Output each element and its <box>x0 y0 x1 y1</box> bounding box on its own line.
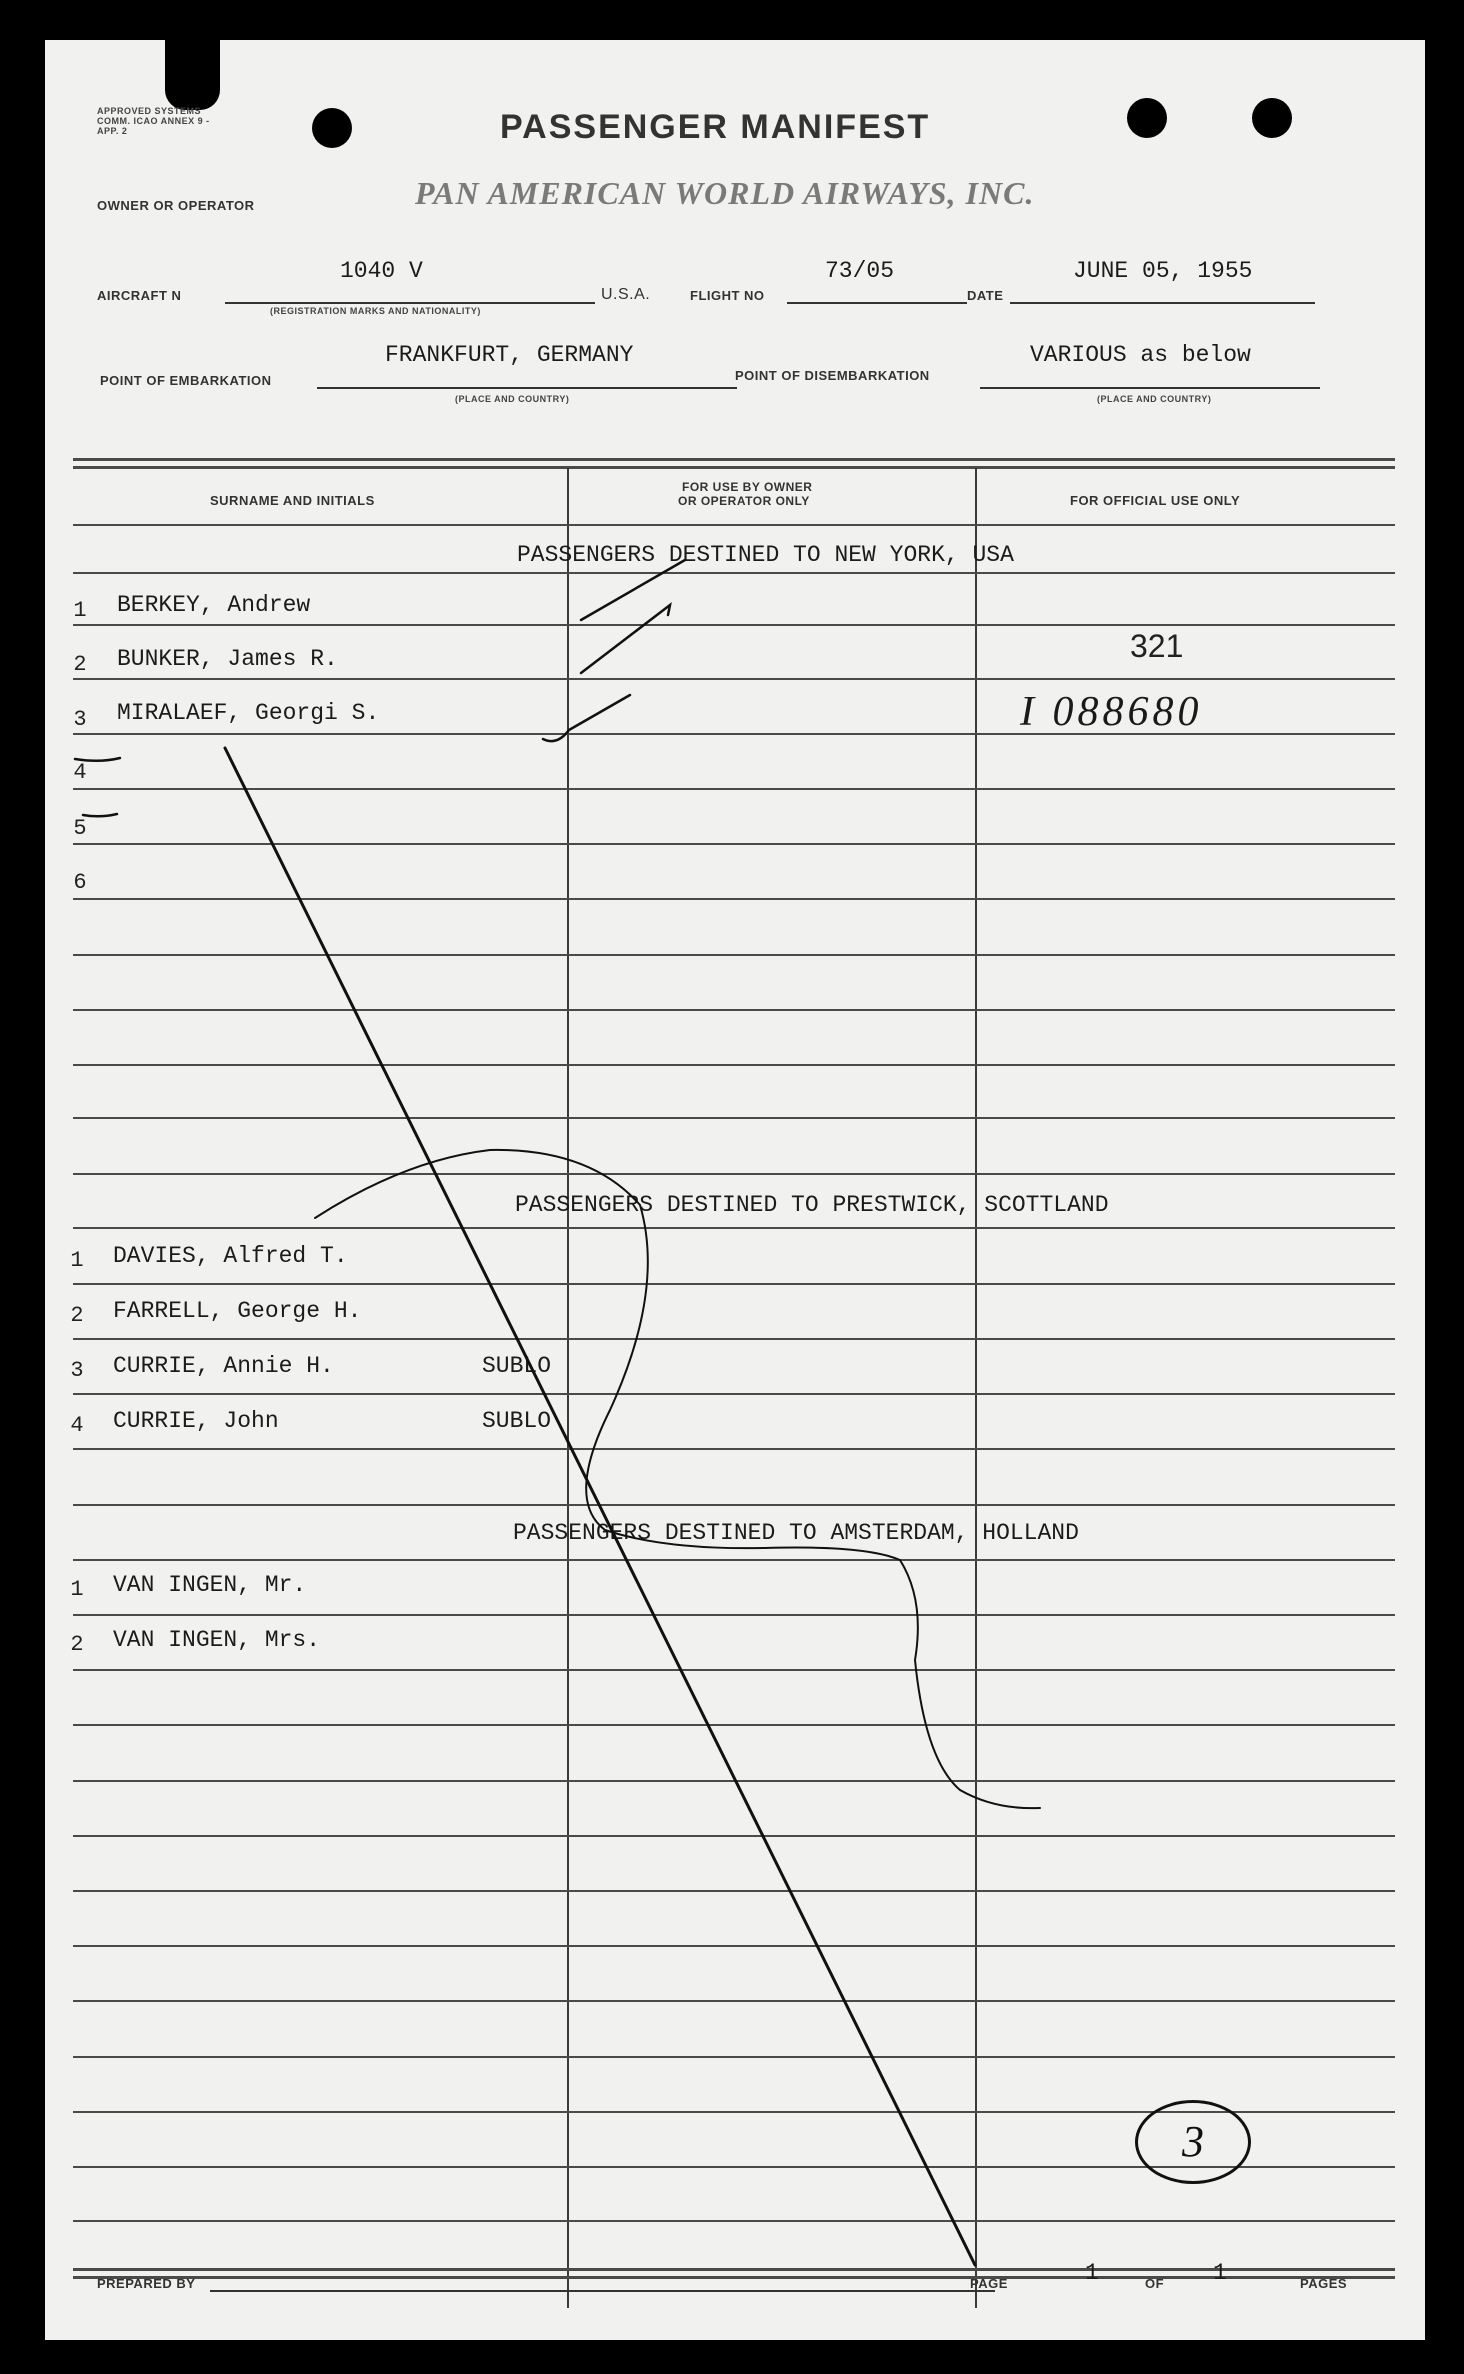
date-value: JUNE 05, 1955 <box>1073 258 1253 284</box>
embark-caption: (PLACE AND COUNTRY) <box>455 394 570 404</box>
passenger-name: DAVIES, Alfred T. <box>113 1243 348 1269</box>
passenger-name: VAN INGEN, Mrs. <box>113 1627 321 1653</box>
section-heading: PASSENGERS DESTINED TO AMSTERDAM, HOLLAND <box>513 1520 1079 1546</box>
date-label: DATE <box>967 288 1004 303</box>
passenger-name: CURRIE, John <box>113 1408 279 1434</box>
section-heading: PASSENGERS DESTINED TO NEW YORK, USA <box>517 542 1014 568</box>
handwritten-id: I 088680 <box>1020 689 1203 735</box>
row-number: 4 <box>73 760 87 785</box>
check-mark <box>543 695 630 741</box>
col-header-surname: SURNAME AND INITIALS <box>210 493 375 508</box>
disembark-label: POINT OF DISEMBARKATION <box>735 368 930 383</box>
approval-note: APPROVED SYSTEMS COMM. ICAO ANNEX 9 - APP. 2 <box>97 106 210 136</box>
handwriting-overlay <box>45 40 1425 2340</box>
row-number: 1 <box>70 1248 84 1273</box>
flight-value: 73/05 <box>825 258 895 284</box>
col-header-owner-use-1: FOR USE BY OWNER <box>682 480 813 494</box>
cancel-line <box>225 748 975 2265</box>
embark-label: POINT OF EMBARKATION <box>100 373 272 388</box>
row-number: 3 <box>73 707 87 732</box>
passenger-note: SUBLO <box>482 1408 552 1434</box>
squiggle-mark <box>315 1150 1040 1808</box>
row-number: 6 <box>73 870 87 895</box>
passenger-name: BERKEY, Andrew <box>117 592 311 618</box>
row-number: 2 <box>73 652 87 677</box>
circled-number: 3 <box>1135 2100 1251 2184</box>
row-number: 3 <box>70 1358 84 1383</box>
aircraft-value: 1040 V <box>340 258 423 284</box>
owner-label: OWNER OR OPERATOR <box>97 198 255 213</box>
registration-caption: (REGISTRATION MARKS AND NATIONALITY) <box>270 306 481 316</box>
page-label: PAGE <box>970 2276 1008 2291</box>
official-number: 321 <box>1130 628 1184 664</box>
passenger-name: BUNKER, James R. <box>117 646 338 672</box>
row-number: 4 <box>70 1413 84 1438</box>
disembark-value: VARIOUS as below <box>1030 342 1251 368</box>
section-heading: PASSENGERS DESTINED TO PRESTWICK, SCOTTLAND <box>515 1192 1109 1218</box>
owner-value: PAN AMERICAN WORLD AIRWAYS, INC. <box>415 175 1035 211</box>
pages-label: PAGES <box>1300 2276 1348 2291</box>
row-number: 2 <box>70 1303 84 1328</box>
disembark-caption: (PLACE AND COUNTRY) <box>1097 394 1212 404</box>
of-label: OF <box>1145 2276 1165 2291</box>
passenger-name: FARRELL, George H. <box>113 1298 362 1324</box>
page-value: 1 <box>1085 2260 1099 2286</box>
pen-mark <box>75 758 120 761</box>
manifest-sheet <box>45 40 1425 2340</box>
row-number: 2 <box>70 1632 84 1657</box>
col-header-official: FOR OFFICIAL USE ONLY <box>1070 493 1241 508</box>
col-header-owner-use-2: OR OPERATOR ONLY <box>678 494 810 508</box>
nationality: U.S.A. <box>601 286 651 303</box>
passenger-name: MIRALAEF, Georgi S. <box>117 700 380 726</box>
check-mark <box>581 605 670 673</box>
passenger-name: CURRIE, Annie H. <box>113 1353 334 1379</box>
passenger-note: SUBLO <box>482 1353 552 1379</box>
row-number: 5 <box>73 816 87 841</box>
prepared-by-label: PREPARED BY <box>97 2276 196 2291</box>
aircraft-label: AIRCRAFT N <box>97 288 182 303</box>
form-title: PASSENGER MANIFEST <box>500 108 931 146</box>
of-value: 1 <box>1213 2260 1227 2286</box>
flight-label: FLIGHT NO <box>690 288 765 303</box>
row-number: 1 <box>73 598 87 623</box>
embark-value: FRANKFURT, GERMANY <box>385 342 634 368</box>
passenger-name: VAN INGEN, Mr. <box>113 1572 307 1598</box>
pen-mark <box>83 814 117 816</box>
row-number: 1 <box>70 1577 84 1602</box>
